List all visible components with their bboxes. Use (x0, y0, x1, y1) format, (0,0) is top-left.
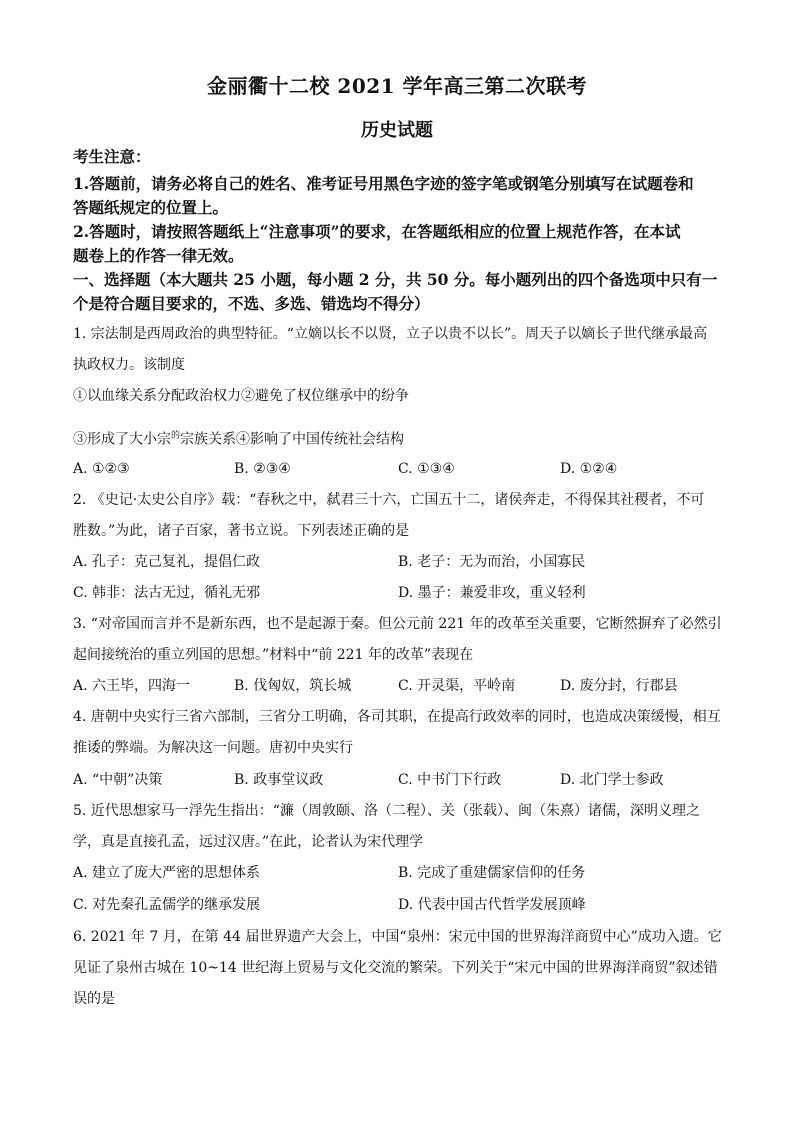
q1-option-a: A. ①②③ (73, 461, 130, 477)
section-1-heading-line-1: 一、选择题（本大题共 25 小题，每小题 2 分，共 50 分。每小题列出的四个备选项中只有一 (73, 270, 718, 289)
notice-item-2-line-1: 2.答题时，请按照答题纸上“注意事项”的要求，在答题纸相应的位置上规范作答，在本试 (73, 222, 681, 241)
q6-stem-line-1: 6. 2021 年 7 月，在第 44 届世界遗产大会上，中国“泉州：宋元中国的世界海洋商贸中心”成功入遗。它 (73, 929, 722, 945)
exam-title: 金丽衢十二校 2021 学年高三第二次联考 (206, 74, 588, 98)
q1-stem-line-2: 执政权力。该制度 (73, 357, 185, 373)
q1-stem-line-1: 1. 宗法制是西周政治的典型特征。“立嫡以长不以贤，立子以贵不以长”。周天子以嫡长子世代继承最高 (73, 326, 708, 342)
q1-option-b: B. ②③④ (234, 461, 291, 477)
q1-option-d: D. ①②④ (560, 461, 618, 477)
notice-item-1-line-2: 答题纸规定的位置上。 (73, 198, 229, 217)
notice-item-2-line-2: 题卷上的作答一律无效。 (73, 246, 244, 265)
q1-statements-part-b: 宗族关系④影响了中国传统社会结构 (180, 431, 405, 448)
q1-statements-superscript: 的 (171, 431, 181, 441)
q3-option-b: B. 伐匈奴，筑长城 (234, 678, 352, 694)
q5-stem-line-1: 5. 近代思想家马一浮先生指出：“濂（周敦颐、洛（二程）、关（张载）、闽（朱熹）诸儒，深明义理之 (73, 803, 700, 819)
q3-option-a: A. 六王毕，四海一 (73, 678, 191, 694)
q5-option-c: C. 对先秦孔孟儒学的继承发展 (73, 897, 261, 913)
q4-option-c: C. 中书门下行政 (398, 772, 502, 788)
q4-option-a: A. “中朝”决策 (73, 772, 163, 788)
q4-stem-line-1: 4. 唐朝中央实行三省六部制，三省分工明确，各司其职，在提高行政效率的同时，也造成决策缓慢，相互 (73, 709, 721, 725)
q6-stem-line-2: 见证了泉州古城在 10~14 世纪海上贸易与文化交流的繁荣。下列关于“宋元中国的世界海洋商贸”叙述错 (73, 960, 718, 976)
q1-statements-part-a: ③形成了大小宗 (73, 431, 171, 448)
section-1-heading-line-2: 个是符合题目要求的，不选、多选、错选均不得分） (73, 294, 430, 313)
q1-statements-line-1: ①以血缘关系分配政治权力②避免了权位继承中的纷争 (73, 388, 409, 404)
q6-stem-line-3: 误的是 (73, 991, 115, 1007)
notice-heading: 考生注意： (73, 147, 151, 166)
q2-option-d: D. 墨子：兼爱非攻，重义轻利 (398, 585, 586, 601)
q3-stem-line-1: 3. “对帝国而言并不是新东西，也不是起源于秦。但公元前 221 年的改革至关重要，它断然摒弃了必然引 (73, 616, 722, 632)
notice-item-1-line-1: 1.答题前，请务必将自己的姓名、准考证号用黑色字迹的签字笔或钢笔分别填写在试题卷和 (73, 174, 694, 193)
q4-stem-line-2: 推诿的弊端。为解决这一问题。唐初中央实行 (73, 740, 353, 756)
q5-option-b: B. 完成了重建儒家信仰的任务 (398, 865, 586, 881)
q5-option-d: D. 代表中国古代哲学发展顶峰 (398, 897, 586, 913)
q2-stem-line-2: 胜数。”为此，诸子百家，著书立说。下列表述正确的是 (73, 523, 410, 539)
q1-statements-line-2 (73, 426, 733, 450)
q3-option-c: C. 开灵渠，平岭南 (398, 678, 516, 694)
q5-option-a: A. 建立了庞大严密的思想体系 (73, 865, 261, 881)
q4-option-b: B. 政事堂议政 (234, 772, 324, 788)
q4-option-d: D. 北门学士参政 (560, 772, 664, 788)
q1-option-c: C. ①③④ (398, 461, 455, 477)
q2-option-a: A. 孔子：克己复礼，提倡仁政 (73, 554, 261, 570)
q5-stem-line-2: 学，真是直接孔孟，远过汉唐。”在此，论者认为宋代理学 (73, 834, 424, 850)
q2-option-c: C. 韩非：法古无过，循礼无邪 (73, 585, 261, 601)
q2-option-b: B. 老子：无为而治，小国寡民 (398, 554, 586, 570)
q3-stem-line-2: 起间接统治的重立列国的思想。”材料中“前 221 年的改革”表现在 (73, 647, 474, 663)
q3-option-d: D. 废分封，行郡县 (560, 678, 678, 694)
subject-title: 历史试题 (361, 120, 433, 141)
q2-stem-line-1: 2. 《史记·太史公自序》载：“春秋之中，弑君三十六，亡国五十二，诸侯奔走，不得保其社稷者，不可 (73, 492, 705, 508)
